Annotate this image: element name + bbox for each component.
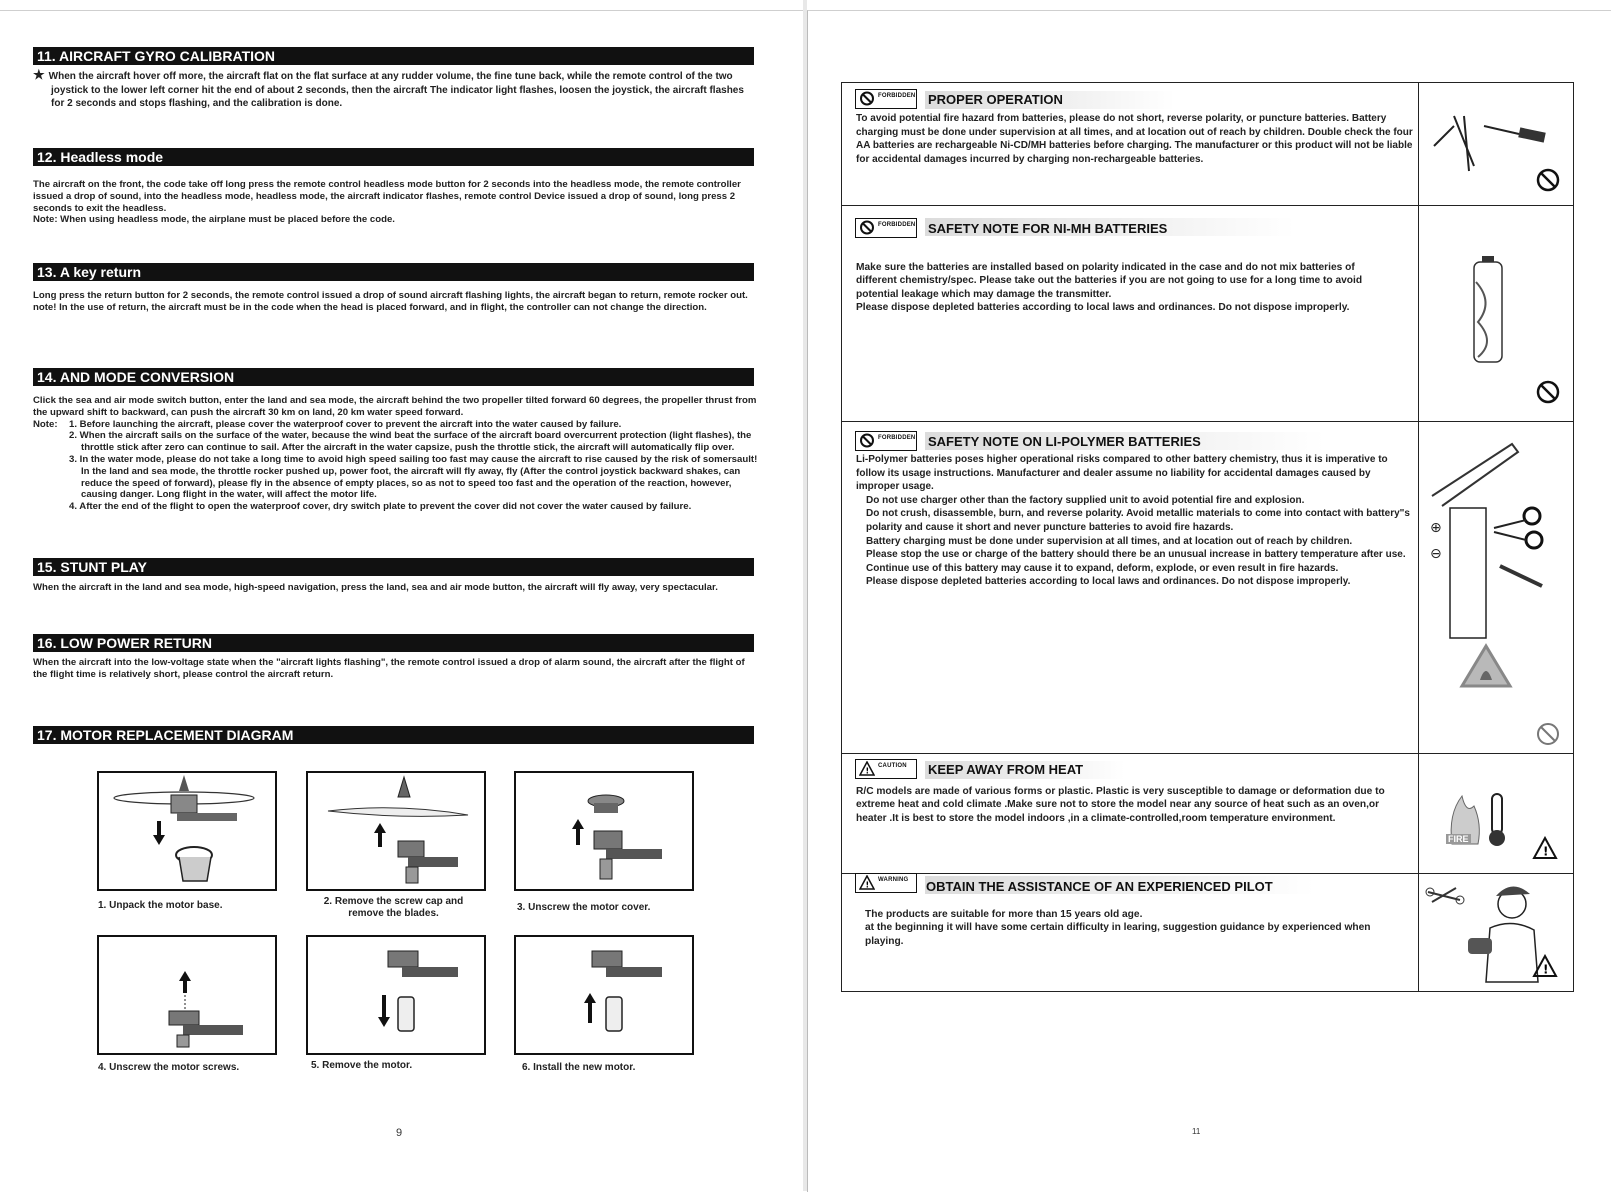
- row-2-heading: SAFETY NOTE FOR NI-MH BATTERIES: [928, 221, 1168, 236]
- section-14-text: Click the sea and air mode switch button, enter the land and sea mode, the aircraft behind the two propeller tilted forward 60 degrees, the propeller thrust from the upward shift to backward, can push the aircraft 30 km on land, 20 km water speed forward.: [33, 395, 757, 418]
- star-icon: ★: [33, 67, 45, 82]
- section-14-heading: 14. AND MODE CONVERSION: [33, 368, 754, 386]
- badge-label: WARNING: [878, 877, 909, 883]
- step-4-caption: 4. Unscrew the motor screws.: [98, 1062, 240, 1073]
- section-11-heading: 11. AIRCRAFT GYRO CALIBRATION: [33, 47, 754, 65]
- warning-icon: [1532, 954, 1558, 978]
- section-15-body: [33, 582, 758, 594]
- step-1-diagram: [97, 771, 277, 891]
- warning-small-icon: [859, 875, 875, 890]
- badge-label: FORBIDDEN: [878, 93, 916, 99]
- row-3-bullet: Please stop the use or charge of the battery should there be an unusual increase in battery temperature after use. Continue use of this battery may cause it to expand, deform, explode, or even result in fire hazards.: [866, 549, 1406, 574]
- row-1-heading: PROPER OPERATION: [928, 92, 1063, 107]
- row-3-text: [856, 453, 1411, 589]
- prohibited-icon: [1536, 168, 1560, 192]
- section-13-body: [33, 290, 758, 314]
- row-4-text: [856, 785, 1396, 825]
- row-1-text: [856, 112, 1416, 166]
- row-3-bullet: Please dispose depleted batteries according to local laws and ordinances. Do not dispose improperly.: [866, 576, 1351, 588]
- row-4-heading: KEEP AWAY FROM HEAT: [928, 762, 1084, 777]
- step-6-diagram: [514, 935, 694, 1055]
- section-11-text: When the aircraft hover off more, the aircraft flat on the flat surface at any rudder volume, the fine tune back, while the remote control of the two joystick to the lower left corner hit the end of about 2 seconds, then the aircraft The indicator light flashes, loosen the joystick, the aircraft flashes for 2 seconds and stops flashing, and the calibration is done.: [48, 71, 744, 109]
- svg-text:⊖: ⊖: [1430, 546, 1442, 562]
- section-15-text: When the aircraft in the land and sea mode, high-speed navigation, press the land, sea and air mode button, the aircraft will fly away, very spectacular.: [33, 582, 718, 593]
- lipo-hazards-illustration: [1422, 436, 1572, 706]
- section-16-body: [33, 657, 758, 681]
- note-item: 1. Before launching the aircraft, please cover the waterproof cover to prevent the aircraft into the water caused by failure.: [69, 418, 622, 430]
- section-17-heading: 17. MOTOR REPLACEMENT DIAGRAM: [33, 726, 754, 744]
- svg-text:!: !: [865, 766, 870, 776]
- svg-text:!: !: [1543, 962, 1549, 977]
- note-item: 2. When the aircraft sails on the surface of the water, because the wind beat the surface of the aircraft board overcurrent protection (light flashes), the throttle stick after zero can continue to sail. After the aircraft in the water capsize, push the throttle stick, the aircraft will automatically flip over.: [69, 430, 752, 454]
- fire-label: FIRE: [1448, 834, 1469, 844]
- prohibited-icon: [1536, 380, 1560, 404]
- step-2-diagram: [306, 771, 486, 891]
- section-14-notes: [33, 419, 758, 513]
- step-3-caption: 3. Unscrew the motor cover.: [517, 902, 651, 913]
- section-13-heading: 13. A key return: [33, 263, 754, 281]
- step-5-caption: 5. Remove the motor.: [311, 1060, 413, 1071]
- row-1-paragraph: To avoid potential fire hazard from batteries, please do not short, reverse polarity, or puncture batteries. Battery charging must be done under supervision at all times, and at location out of reach by children. Double check the four AA batteries are rechargeable Ni-CD/MH batteries before charging. The manufacturer or this product will not be liable for accidental damages incurred by charging non-rechargeable batteries.: [856, 113, 1413, 165]
- forbidden-badge: [855, 218, 917, 238]
- row-3-bullet: Battery charging must be done under supervision at all times, and at location out of reach by children.: [866, 535, 1353, 547]
- row-2-paragraph: Please dispose depleted batteries according to local laws and ordinances. Do not dispose improperly.: [856, 302, 1350, 314]
- row-3-bullet: Do not crush, disassemble, burn, and reverse polarity. Avoid metallic materials to come into contact with battery"s polarity and cause it short and never puncture batteries to avoid fire hazards.: [866, 508, 1410, 533]
- section-13-text: Long press the return button for 2 seconds, the remote control issued a drop of sound aircraft flashing lights, the aircraft began to return, remote rocker out.: [33, 290, 748, 301]
- section-13-note: note! In the use of return, the aircraft must be in the code when the head is placed forward, and in flight, the controller can not change the direction.: [33, 301, 707, 313]
- row-5-paragraph: at the beginning it will have some certain difficulty in learing, suggestion guidance by experienced when playing.: [865, 922, 1371, 947]
- step-4-diagram: [97, 935, 277, 1055]
- section-14-notes-label: Note:: [33, 418, 58, 430]
- caution-badge: [855, 759, 917, 779]
- step-3-diagram: [514, 771, 694, 891]
- section-12-body: [33, 179, 758, 226]
- pliers-screwdriver-icon: [1424, 106, 1554, 186]
- section-12-note: Note: When using headless mode, the airplane must be placed before the code.: [33, 214, 395, 226]
- row-3-heading: SAFETY NOTE ON LI-POLYMER BATTERIES: [928, 434, 1201, 449]
- note-item: 3. In the water mode, please do not take a long time to avoid high speed sailing too fast may cause the aircraft to rise caused by the risk of somersault! In the land and sea mode, the throttle rocker pushed up, power foot, the aircraft will fly away, fly (After the control joystick backward shakes, can reduce the speed of forward), please fly in the absence of empty places, so as not to speed too fast and the operation of the reaction, however, causing danger. Long flight in the water, will affect the motor life.: [69, 453, 758, 501]
- row-2-paragraph: Make sure the batteries are installed based on polarity indicated in the case and do not mix batteries of different chemistry/spec. Please take out the batteries if you are not going to use for a long time to avoid potential leakage which may damage the transmitter.: [856, 262, 1363, 300]
- page-number-right: 11: [1192, 1127, 1201, 1136]
- warning-icon: [1532, 836, 1558, 860]
- forbidden-icon: [859, 91, 875, 106]
- forbidden-badge: [855, 89, 917, 109]
- forbidden-badge: [855, 431, 917, 451]
- caution-icon: [859, 761, 875, 776]
- section-16-text: When the aircraft into the low-voltage state when the "aircraft lights flashing", the remote control issued a drop of alarm sound, the aircraft after the flight of the flight time is relatively short, please control the aircraft return.: [33, 657, 745, 680]
- step-2-caption: 2. Remove the screw cap and remove the blades.: [323, 896, 464, 919]
- section-16-heading: 16. LOW POWER RETURN: [33, 634, 754, 652]
- row-2-text: [856, 261, 1396, 315]
- step-6-caption: 6. Install the new motor.: [522, 1062, 636, 1073]
- step-5-diagram: [306, 935, 486, 1055]
- svg-text:!: !: [865, 880, 870, 890]
- badge-label: FORBIDDEN: [878, 435, 916, 441]
- section-12-text: The aircraft on the front, the code take off long press the remote control headless mode button for 2 seconds into the headless mode, the remote controller issued a drop of sound, into the headless mode, headless mode, the aircraft indicator flashes, remote control Device issued a drop of sound, long press 2 seconds to exit the headless.: [33, 179, 741, 214]
- prohibited-icon: [1536, 722, 1560, 746]
- svg-text:!: !: [1543, 844, 1549, 859]
- row-4-paragraph: R/C models are made of various forms or plastic. Plastic is very susceptible to damage or deformation due to extreme heat and cold climate .Make sure not to store the model near any source of heat such as an oven,or heater .It is best to store the model indoors ,in a climate-controlled,room temperature environment.: [856, 786, 1385, 824]
- battery-icon: [1464, 252, 1514, 372]
- note-item: 4. After the end of the flight to open the waterproof cover, dry switch plate to prevent the cover did not cover the water caused by failure.: [69, 501, 692, 513]
- row-5-heading: OBTAIN THE ASSISTANCE OF AN EXPERIENCED PILOT: [926, 879, 1273, 894]
- row-5-paragraph: The products are suitable for more than 15 years old age.: [865, 909, 1143, 920]
- section-11-body: [33, 68, 745, 111]
- badge-label: FORBIDDEN: [878, 222, 916, 228]
- svg-text:⊕: ⊕: [1430, 520, 1442, 536]
- row-5-text: [865, 908, 1395, 948]
- forbidden-icon: [859, 433, 875, 448]
- row-3-paragraph: Li-Polymer batteries poses higher operational risks compared to other battery chemistry, thus it is imperative to follow its usage instructions. Manufacturer and dealer assume no liability for accidental damages caused by improper usage.: [856, 454, 1388, 493]
- section-12-heading: 12. Headless mode: [33, 148, 754, 166]
- section-15-heading: 15. STUNT PLAY: [33, 558, 754, 576]
- step-1-caption: 1. Unpack the motor base.: [98, 900, 223, 911]
- forbidden-icon: [859, 220, 875, 235]
- section-14-body: [33, 395, 758, 513]
- warning-badge: [855, 873, 917, 893]
- badge-label: CAUTION: [878, 763, 907, 769]
- page-number-left: 9: [396, 1127, 403, 1139]
- row-3-bullet: Do not use charger other than the factory supplied unit to avoid potential fire and explosion.: [866, 494, 1305, 506]
